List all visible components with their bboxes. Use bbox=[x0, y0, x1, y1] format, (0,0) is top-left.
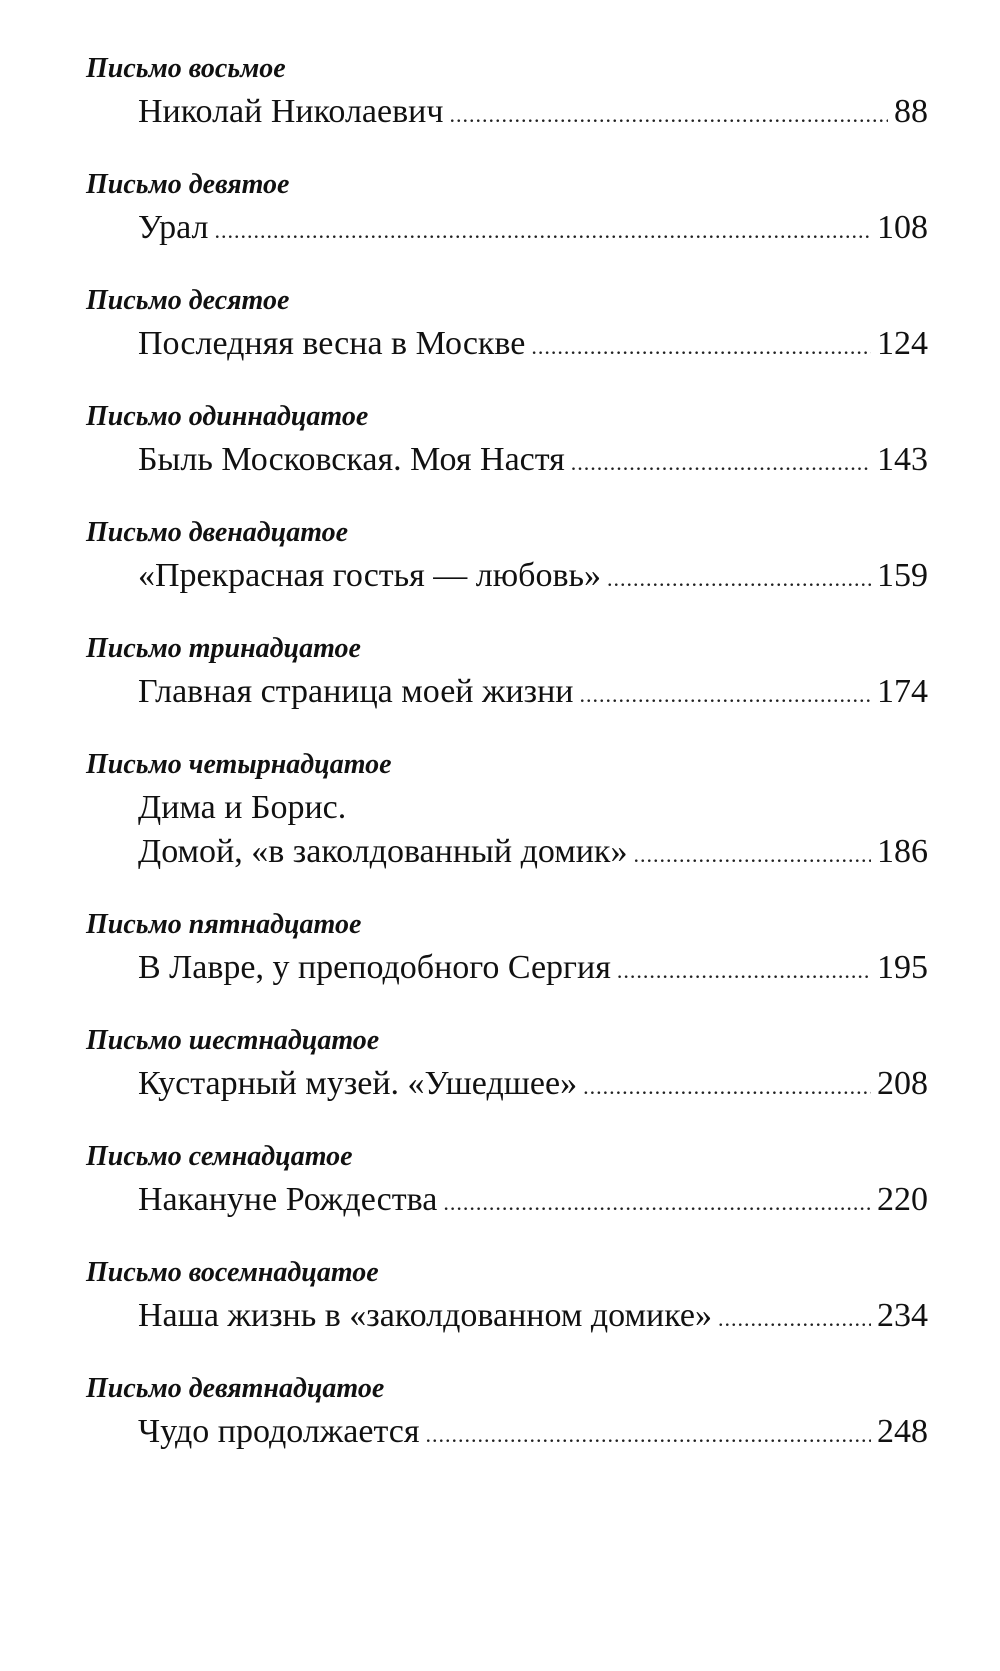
letter-heading: Письмо восемнадцатое bbox=[86, 1257, 379, 1288]
chapter-title: Последняя весна в Москве bbox=[138, 325, 526, 362]
page-number: 234 bbox=[877, 1297, 928, 1334]
page-number: 159 bbox=[877, 557, 928, 594]
page-number: 174 bbox=[877, 673, 928, 710]
dot-leader bbox=[449, 93, 888, 137]
toc-line bbox=[138, 1178, 928, 1225]
dot-leader bbox=[425, 1413, 871, 1457]
toc-line bbox=[138, 1410, 928, 1457]
dot-leader bbox=[607, 557, 871, 601]
toc-line bbox=[138, 830, 928, 877]
letter-heading: Письмо десятое bbox=[86, 285, 290, 316]
letter-heading: Письмо одиннадцатое bbox=[86, 401, 369, 432]
toc-line bbox=[138, 670, 928, 717]
letter-heading: Письмо семнадцатое bbox=[86, 1141, 353, 1172]
letter-heading: Письмо девятнадцатое bbox=[86, 1373, 385, 1404]
page-number: 124 bbox=[877, 325, 928, 362]
dot-leader bbox=[617, 949, 871, 993]
letter-heading: Письмо девятое bbox=[86, 169, 290, 200]
letter-heading: Письмо тринадцатое bbox=[86, 633, 361, 664]
chapter-title: Кустарный музей. «Ушедшее» bbox=[138, 1065, 578, 1102]
page-number: 88 bbox=[894, 93, 928, 130]
chapter-title: В Лавре, у преподобного Сергия bbox=[138, 949, 611, 986]
toc-line bbox=[138, 946, 928, 993]
chapter-title: Николай Николаевич bbox=[138, 93, 444, 130]
page-number: 108 bbox=[877, 209, 928, 246]
toc-line bbox=[138, 1294, 928, 1341]
letter-heading: Письмо четырнадцатое bbox=[86, 749, 392, 780]
toc-line bbox=[138, 1062, 928, 1109]
page-number: 220 bbox=[877, 1181, 928, 1218]
page-number: 208 bbox=[877, 1065, 928, 1102]
chapter-title: Чудо продолжается bbox=[138, 1413, 420, 1450]
toc-line bbox=[138, 786, 346, 830]
dot-leader bbox=[580, 673, 872, 717]
letter-heading: Письмо двенадцатое bbox=[86, 517, 349, 548]
chapter-title: Накануне Рождества bbox=[138, 1181, 438, 1218]
toc-line bbox=[138, 322, 928, 369]
page-number: 143 bbox=[877, 441, 928, 478]
dot-leader bbox=[718, 1297, 871, 1341]
letter-heading: Письмо восьмое bbox=[86, 53, 286, 84]
dot-leader bbox=[443, 1181, 871, 1225]
page-number: 186 bbox=[877, 833, 928, 870]
toc-line bbox=[138, 206, 928, 253]
chapter-title: «Прекрасная гостья — любовь» bbox=[138, 557, 602, 594]
dot-leader bbox=[214, 209, 871, 253]
dot-leader bbox=[633, 833, 871, 877]
dot-leader bbox=[571, 441, 871, 485]
dot-leader bbox=[531, 325, 871, 369]
toc-line bbox=[138, 90, 928, 137]
chapter-title: Дима и Борис. bbox=[138, 789, 347, 826]
chapter-title: Главная страница моей жизни bbox=[138, 673, 574, 710]
chapter-title: Урал bbox=[138, 209, 209, 246]
page-number: 195 bbox=[877, 949, 928, 986]
toc-line bbox=[138, 438, 928, 485]
page-number: 248 bbox=[877, 1413, 928, 1450]
toc-line bbox=[138, 554, 928, 601]
dot-leader bbox=[583, 1065, 871, 1109]
chapter-title: Быль Московская. Моя Настя bbox=[138, 441, 565, 478]
letter-heading: Письмо шестнадцатое bbox=[86, 1025, 380, 1056]
chapter-title: Наша жизнь в «заколдованном домике» bbox=[138, 1297, 712, 1334]
chapter-title: Домой, «в заколдованный домик» bbox=[138, 833, 628, 870]
letter-heading: Письмо пятнадцатое bbox=[86, 909, 362, 940]
